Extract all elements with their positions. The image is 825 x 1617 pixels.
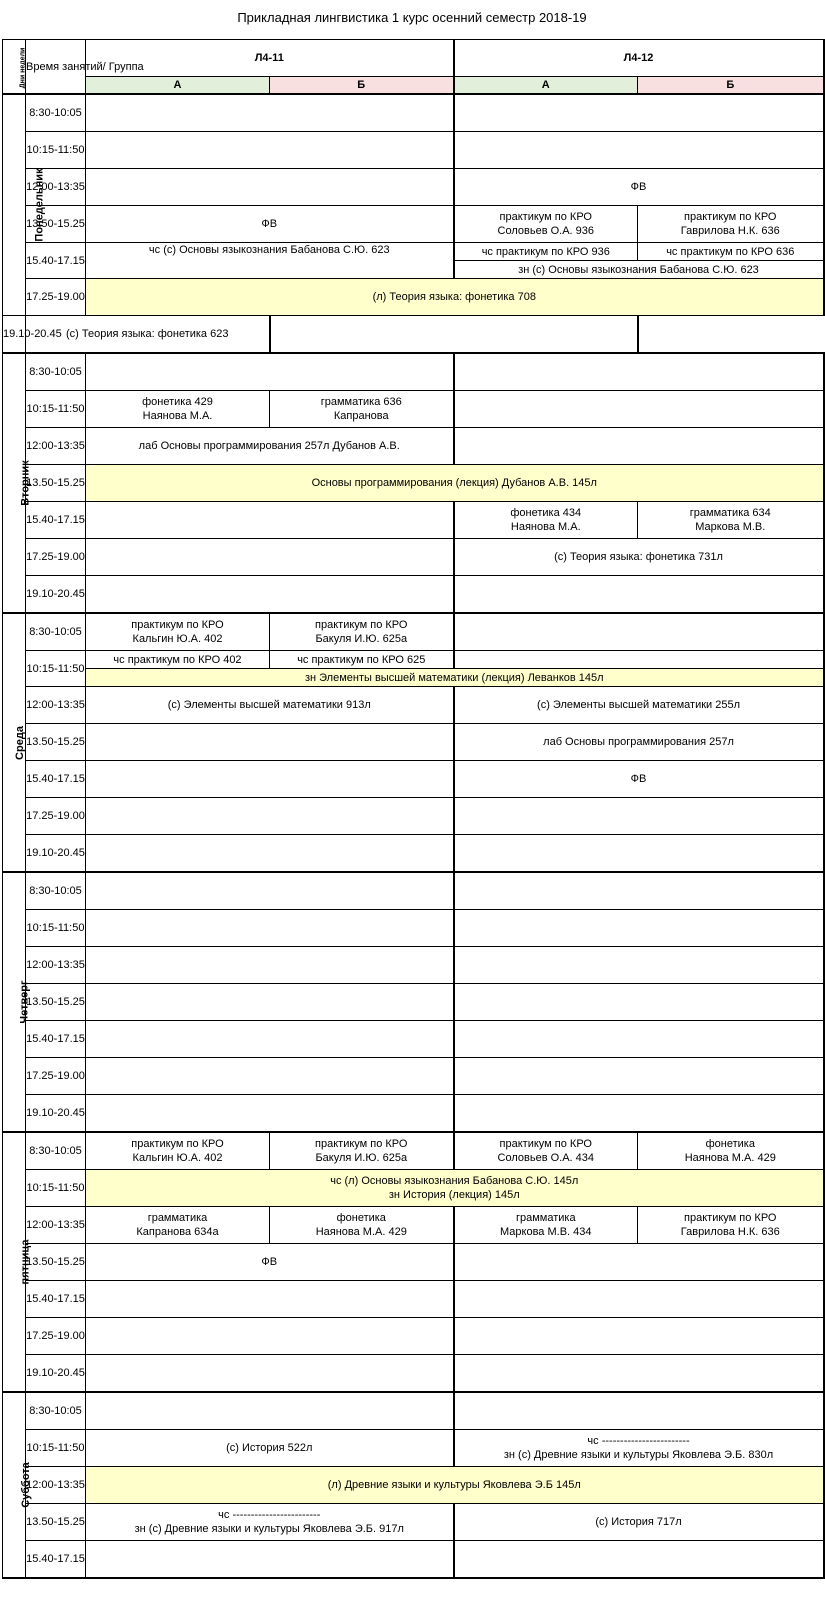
- class-cell: [454, 835, 824, 873]
- thu-slot-6: [3, 1058, 824, 1095]
- class-cell: [454, 1355, 824, 1393]
- class-cell: ФВ: [454, 169, 824, 206]
- tue-slot-1: [3, 353, 824, 391]
- mon-slot-4: [3, 206, 824, 243]
- class-cell: [454, 798, 824, 835]
- class-cell: [454, 613, 824, 651]
- class-cell: зн (с) Основы языкознания Бабанова С.Ю. 623: [454, 261, 824, 279]
- class-cell: (с) Элементы высшей математики 255л: [454, 687, 824, 724]
- time-cell: 12:00-13:35: [26, 947, 86, 984]
- class-cell: [86, 910, 454, 947]
- wed-slot-1: [3, 613, 824, 651]
- class-cell: (с) История 522л: [86, 1430, 454, 1467]
- time-cell: 19.10-20.45: [3, 316, 26, 354]
- class-cell: [86, 1058, 454, 1095]
- class-cell: [454, 1541, 824, 1579]
- class-cell: [454, 428, 824, 465]
- class-cell: [86, 353, 454, 391]
- class-cell: [454, 391, 824, 428]
- time-cell: 17.25-19.00: [26, 1318, 86, 1355]
- thu-slot-5: [3, 1021, 824, 1058]
- class-cell: [86, 1355, 454, 1393]
- time-cell: 15.40-17.15: [26, 1021, 86, 1058]
- time-cell: 19.10-20.45: [26, 576, 86, 614]
- class-cell: (л) Теория языка: фонетика 708: [86, 279, 824, 316]
- class-cell: [270, 316, 638, 354]
- time-cell: 13.50-15.25: [26, 206, 86, 243]
- class-cell: [86, 132, 454, 169]
- time-cell: 8:30-10:05: [26, 94, 86, 132]
- tue-slot-6: [3, 539, 824, 576]
- time-cell: 13.50-15.25: [26, 1244, 86, 1281]
- wed-slot-2b: [3, 669, 824, 687]
- time-cell: 15.40-17.15: [26, 761, 86, 798]
- class-cell: фонетика 429 Наянова М.А.: [86, 391, 270, 428]
- class-cell: чс (с) Основы языкознания Бабанова С.Ю. 623: [86, 243, 454, 279]
- class-cell: (л) Древние языки и культуры Яковлева Э.Б 145л: [86, 1467, 824, 1504]
- class-cell: практикум по КРО Соловьев О.А. 434: [454, 1132, 638, 1170]
- class-cell: [454, 947, 824, 984]
- schedule-table: [2, 39, 825, 1579]
- group-header-l4-12: Л4-12: [454, 40, 824, 77]
- class-cell: [86, 761, 454, 798]
- sat-slot-1: [3, 1392, 824, 1430]
- class-cell: [86, 984, 454, 1021]
- class-cell: [86, 835, 454, 873]
- class-cell: лаб Основы программирования 257л: [454, 724, 824, 761]
- class-cell: [86, 1095, 454, 1133]
- class-cell: [454, 353, 824, 391]
- mon-slot-7: [3, 316, 824, 354]
- fri-slot-2: [3, 1170, 824, 1207]
- thu-slot-1: [3, 872, 824, 910]
- class-cell: [86, 94, 454, 132]
- day-label-thu: Четверг: [3, 872, 26, 1132]
- class-cell: [86, 947, 454, 984]
- time-cell: 12:00-13:35: [26, 428, 86, 465]
- time-cell: 13.50-15.25: [26, 984, 86, 1021]
- wed-slot-6: [3, 798, 824, 835]
- day-label-wed: Среда: [3, 613, 26, 872]
- time-cell: 10:15-11:50: [26, 132, 86, 169]
- class-cell: [86, 539, 454, 576]
- class-cell: чс (л) Основы языкознания Бабанова С.Ю. 145л зн История (лекция) 145л: [86, 1170, 824, 1207]
- sat-slot-4: [3, 1504, 824, 1541]
- class-cell: практикум по КРО Бакуля И.Ю. 625а: [270, 613, 454, 651]
- wed-slot-5: [3, 761, 824, 798]
- class-cell: [86, 1541, 454, 1579]
- class-cell: чс ------------------------ зн (с) Древние языки и культуры Яковлева Э.Б. 830л: [454, 1430, 824, 1467]
- class-cell: [454, 1392, 824, 1430]
- time-cell: 13.50-15.25: [26, 465, 86, 502]
- time-cell: 17.25-19.00: [26, 539, 86, 576]
- day-label-sat: Суббота: [3, 1392, 26, 1578]
- class-cell: (с) Теория языка: фонетика 731л: [454, 539, 824, 576]
- class-cell: практикум по КРО Соловьев О.А. 936: [454, 206, 638, 243]
- class-cell: грамматика 634 Маркова М.В.: [638, 502, 824, 539]
- class-cell: [86, 169, 454, 206]
- class-cell: [454, 1058, 824, 1095]
- subgroup-row: [3, 77, 824, 95]
- subgroup-a-1: А: [86, 77, 270, 95]
- class-cell: лаб Основы программирования 257л Дубанов А.В.: [86, 428, 454, 465]
- tue-slot-3: [3, 428, 824, 465]
- time-cell: 17.25-19.00: [26, 1058, 86, 1095]
- day-label-mon: Понедельник: [3, 94, 26, 316]
- class-cell: фонетика 434 Наянова М.А.: [454, 502, 638, 539]
- time-header: Время занятий/ Группа: [26, 40, 86, 95]
- tue-slot-4: [3, 465, 824, 502]
- day-label-fri: пятница: [3, 1132, 26, 1392]
- class-cell: [454, 910, 824, 947]
- class-cell: [454, 1318, 824, 1355]
- fri-slot-5: [3, 1281, 824, 1318]
- class-cell: грамматика Капранова 634а: [86, 1207, 270, 1244]
- class-cell: фонетика Наянова М.А. 429: [270, 1207, 454, 1244]
- fri-slot-4: [3, 1244, 824, 1281]
- class-cell: [454, 576, 824, 614]
- sat-slot-3: [3, 1467, 824, 1504]
- time-cell: 15.40-17.15: [26, 1541, 86, 1579]
- wed-slot-4: [3, 724, 824, 761]
- sat-slot-5: [3, 1541, 824, 1579]
- class-cell: [454, 984, 824, 1021]
- class-cell: грамматика 636 Капранова: [270, 391, 454, 428]
- fri-slot-1: [3, 1132, 824, 1170]
- class-cell: [454, 1021, 824, 1058]
- thu-slot-2: [3, 910, 824, 947]
- class-cell: [86, 872, 454, 910]
- class-cell: [454, 132, 824, 169]
- wed-slot-2a: [3, 651, 824, 669]
- time-cell: 12:00-13:35: [26, 169, 86, 206]
- class-cell: практикум по КРО Кальгин Ю.А. 402: [86, 613, 270, 651]
- subgroup-a-2: А: [454, 77, 638, 95]
- days-header: Дни недели: [3, 40, 26, 95]
- time-cell: 15.40-17.15: [26, 502, 86, 539]
- class-cell: [86, 576, 454, 614]
- class-cell: (с) История 717л: [454, 1504, 824, 1541]
- time-cell: 12:00-13:35: [26, 1467, 86, 1504]
- time-cell: 8:30-10:05: [26, 353, 86, 391]
- class-cell: практикум по КРО Бакуля И.Ю. 625а: [270, 1132, 454, 1170]
- class-cell: [454, 94, 824, 132]
- class-cell: [454, 872, 824, 910]
- time-cell: 10:15-11:50: [26, 1430, 86, 1467]
- class-cell: ФВ: [454, 761, 824, 798]
- mon-slot-6: [3, 279, 824, 316]
- time-cell: 17.25-19.00: [26, 798, 86, 835]
- time-cell: 12:00-13:35: [26, 687, 86, 724]
- class-cell: [454, 651, 824, 669]
- thu-slot-3: [3, 947, 824, 984]
- fri-slot-6: [3, 1318, 824, 1355]
- mon-slot-3: [3, 169, 824, 206]
- time-cell: 19.10-20.45: [26, 835, 86, 873]
- time-cell: 13.50-15.25: [26, 1504, 86, 1541]
- time-cell: 19.10-20.45: [26, 1355, 86, 1393]
- class-cell: [86, 798, 454, 835]
- page-title: Прикладная лингвистика 1 курс осенний семестр 2018-19: [237, 10, 587, 25]
- tue-slot-7: [3, 576, 824, 614]
- time-cell: 12:00-13:35: [26, 1207, 86, 1244]
- time-cell: 10:15-11:50: [26, 910, 86, 947]
- class-cell: [454, 1095, 824, 1133]
- time-cell: 15.40-17.15: [26, 1281, 86, 1318]
- time-cell: 8:30-10:05: [26, 872, 86, 910]
- class-cell: грамматика Маркова М.В. 434: [454, 1207, 638, 1244]
- class-cell: (с) Теория языка: фонетика 623: [26, 316, 270, 354]
- class-cell: ФВ: [86, 1244, 454, 1281]
- class-cell: (с) Элементы высшей математики 913л: [86, 687, 454, 724]
- class-cell: практикум по КРО Кальгин Ю.А. 402: [86, 1132, 270, 1170]
- header-row: [3, 40, 824, 77]
- tue-slot-5: [3, 502, 824, 539]
- time-cell: 19.10-20.45: [26, 1095, 86, 1133]
- fri-slot-7: [3, 1355, 824, 1393]
- class-cell: [86, 1021, 454, 1058]
- mon-slot-5a: [3, 243, 824, 261]
- sat-slot-2: [3, 1430, 824, 1467]
- mon-slot-2: [3, 132, 824, 169]
- time-cell: 10:15-11:50: [26, 1170, 86, 1207]
- time-cell: 17.25-19.00: [26, 279, 86, 316]
- subgroup-b-2: Б: [638, 77, 824, 95]
- time-cell: 10:15-11:50: [26, 391, 86, 428]
- class-cell: Основы программирования (лекция) Дубанов А.В. 145л: [86, 465, 824, 502]
- class-cell: чс практикум по КРО 936: [454, 243, 638, 261]
- class-cell: зн Элементы высшей математики (лекция) Леванков 145л: [86, 669, 824, 687]
- time-cell: 8:30-10:05: [26, 1392, 86, 1430]
- subgroup-b-1: Б: [270, 77, 454, 95]
- time-cell: 10:15-11:50: [26, 651, 86, 687]
- time-cell: 8:30-10:05: [26, 613, 86, 651]
- class-cell: практикум по КРО Гаврилова Н.К. 636: [638, 206, 824, 243]
- wed-slot-7: [3, 835, 824, 873]
- class-cell: [86, 1392, 454, 1430]
- mon-slot-1: [3, 94, 824, 132]
- wed-slot-3: [3, 687, 824, 724]
- class-cell: [454, 1281, 824, 1318]
- class-cell: чс практикум по КРО 402: [86, 651, 270, 669]
- fri-slot-3: [3, 1207, 824, 1244]
- class-cell: чс практикум по КРО 625: [270, 651, 454, 669]
- thu-slot-4: [3, 984, 824, 1021]
- class-cell: [86, 1318, 454, 1355]
- thu-slot-7: [3, 1095, 824, 1133]
- time-cell: 13.50-15.25: [26, 724, 86, 761]
- day-label-tue: Вторник: [3, 353, 26, 613]
- class-cell: [454, 1244, 824, 1281]
- time-cell: 8:30-10:05: [26, 1132, 86, 1170]
- tue-slot-2: [3, 391, 824, 428]
- class-cell: [86, 502, 454, 539]
- class-cell: чс ------------------------ зн (с) Древние языки и культуры Яковлева Э.Б. 917л: [86, 1504, 454, 1541]
- class-cell: фонетика Наянова М.А. 429: [638, 1132, 824, 1170]
- group-header-l4-11: Л4-11: [86, 40, 454, 77]
- class-cell: чс практикум по КРО 636: [638, 243, 824, 261]
- class-cell: ФВ: [86, 206, 454, 243]
- class-cell: [86, 724, 454, 761]
- class-cell: [86, 1281, 454, 1318]
- time-cell: 15.40-17.15: [26, 243, 86, 279]
- class-cell: практикум по КРО Гаврилова Н.К. 636: [638, 1207, 824, 1244]
